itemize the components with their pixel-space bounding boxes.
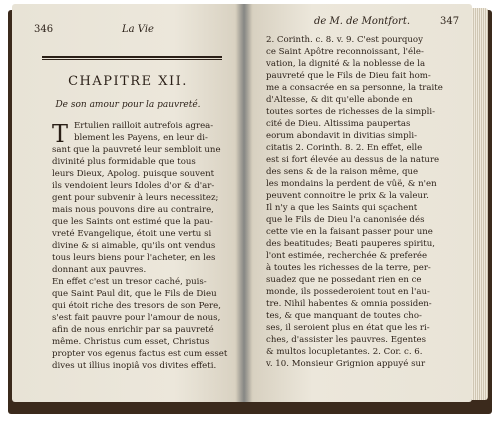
text-line: afin de nous enrichir par sa pauvreté	[52, 325, 214, 335]
text-line: tre. Nihil habentes & omnia possiden-	[266, 299, 432, 309]
text-line: ce Saint Apôtre reconnoissant, l'éle-	[266, 47, 424, 57]
left-running-header: La Vie	[122, 24, 154, 35]
text-line: cité de Dieu. Altissima paupertas	[266, 119, 411, 129]
text-line: ses, il seroient plus en état que les ri-	[266, 323, 430, 333]
drop-cap: T	[52, 120, 69, 148]
text-line: propter vos egenus factus est cum esset	[52, 349, 228, 359]
right-page-number: 347	[440, 16, 460, 27]
chapter-title: CHAPITRE XII.	[68, 74, 188, 89]
text-line: Il n'y a que les Saints qui sçachent	[266, 203, 418, 213]
text-line: & multos locupletantes. 2. Cor. c. 6.	[266, 347, 423, 357]
chapter-subtitle: De son amour pour la pauvreté.	[55, 100, 201, 110]
text-line: divinité plus formidable que tous	[52, 157, 196, 167]
text-line: citatis 2. Corinth. 8. 2. En effet, elle	[266, 143, 423, 153]
page-edges	[472, 8, 488, 400]
text-line: dives ut illius inopiâ vos divites effeti.	[52, 361, 217, 371]
left-page-text	[52, 120, 228, 372]
text-line: que le Fils de Dieu l'a canonisée dés	[266, 215, 425, 225]
text-line: toutes sortes de richesses de la simpli-	[266, 107, 436, 117]
left-page-number: 346	[34, 24, 54, 35]
text-line: donnant aux pauvres.	[52, 265, 147, 275]
text-line: me a consacrée en sa personne, la traite	[266, 83, 443, 93]
text-line: cette vie en la faisant passer pour une	[266, 227, 433, 237]
text-line: pauvreté que le Fils de Dieu fait hom-	[266, 71, 431, 81]
text-line: blement les Payens, en leur di-	[74, 133, 208, 143]
chapter-rule-thin	[42, 59, 222, 60]
text-line: d'Altesse, & dit qu'elle abonde en	[266, 95, 413, 105]
right-page-text	[266, 34, 443, 370]
text-line: monde, ils possederoient tout en l'au-	[266, 287, 430, 297]
text-line: s'est fait pauvre pour l'amour de nous,	[52, 313, 221, 323]
right-page	[244, 4, 472, 402]
chapter-rule	[42, 56, 222, 58]
text-line: eorum abondavit in divitias simpli-	[266, 131, 418, 141]
text-line: ches, d'assister les pauvres. Egentes	[266, 335, 427, 345]
left-page	[12, 4, 244, 402]
text-line: qui étoit riche des tresors de son Pere,	[52, 301, 221, 311]
text-line: En effet c'est un tresor caché, puis-	[52, 277, 207, 287]
text-line: mais nous pouvons dire au contraire,	[52, 205, 214, 215]
text-line: 2. Corinth. c. 8. v. 9. C'est pourquoy	[266, 35, 423, 45]
text-line: même. Christus cum esset, Christus	[52, 337, 210, 347]
text-line: peuvent connoitre le prix & la valeur.	[266, 191, 429, 201]
text-line: est si fort élevée au dessus de la nature	[266, 155, 440, 165]
text-line: les mondains la perdent de vûë, & n'en	[266, 179, 437, 189]
text-line: vation, la dignité & la noblesse de la	[266, 59, 426, 69]
text-line: tous leurs biens pour l'acheter, en les	[52, 253, 216, 263]
text-line: divine & si aimable, qu'ils ont vendus	[52, 241, 216, 251]
text-line: des sens & de la raison même, que	[266, 167, 419, 177]
text-line: gent pour subvenir à leurs necessitez;	[52, 193, 219, 203]
text-line: l'ont estimée, recherchée & preferée	[266, 251, 428, 261]
text-line: à toutes les richesses de la terre, per-	[266, 263, 431, 273]
open-book	[8, 4, 492, 414]
text-line: Ertulien railloit autrefois agrea-	[74, 121, 214, 131]
text-line: sant que la pauvreté leur sembloit une	[52, 145, 221, 155]
book-gutter	[236, 4, 252, 402]
text-line: ils vendoient leurs Idoles d'or & d'ar-	[52, 181, 215, 191]
right-running-header: de M. de Montfort.	[314, 16, 411, 27]
text-line: que les Saints ont estimé que la pau-	[52, 217, 213, 227]
text-line: que Saint Paul dit, que le Fils de Dieu	[52, 289, 217, 299]
text-line: suadez que ne possedant rien en ce	[266, 275, 422, 285]
text-line: tes, & que manquant de toutes cho-	[266, 311, 422, 321]
text-line: vreté Evangelique, étoit une vertu si	[52, 229, 212, 239]
text-line: v. 10. Monsieur Grignion appuyé sur	[266, 359, 426, 369]
text-line: leurs Dieux, Apolog. puisque souvent	[52, 169, 215, 179]
text-line: des beatitudes; Beati pauperes spiritu,	[266, 239, 436, 249]
